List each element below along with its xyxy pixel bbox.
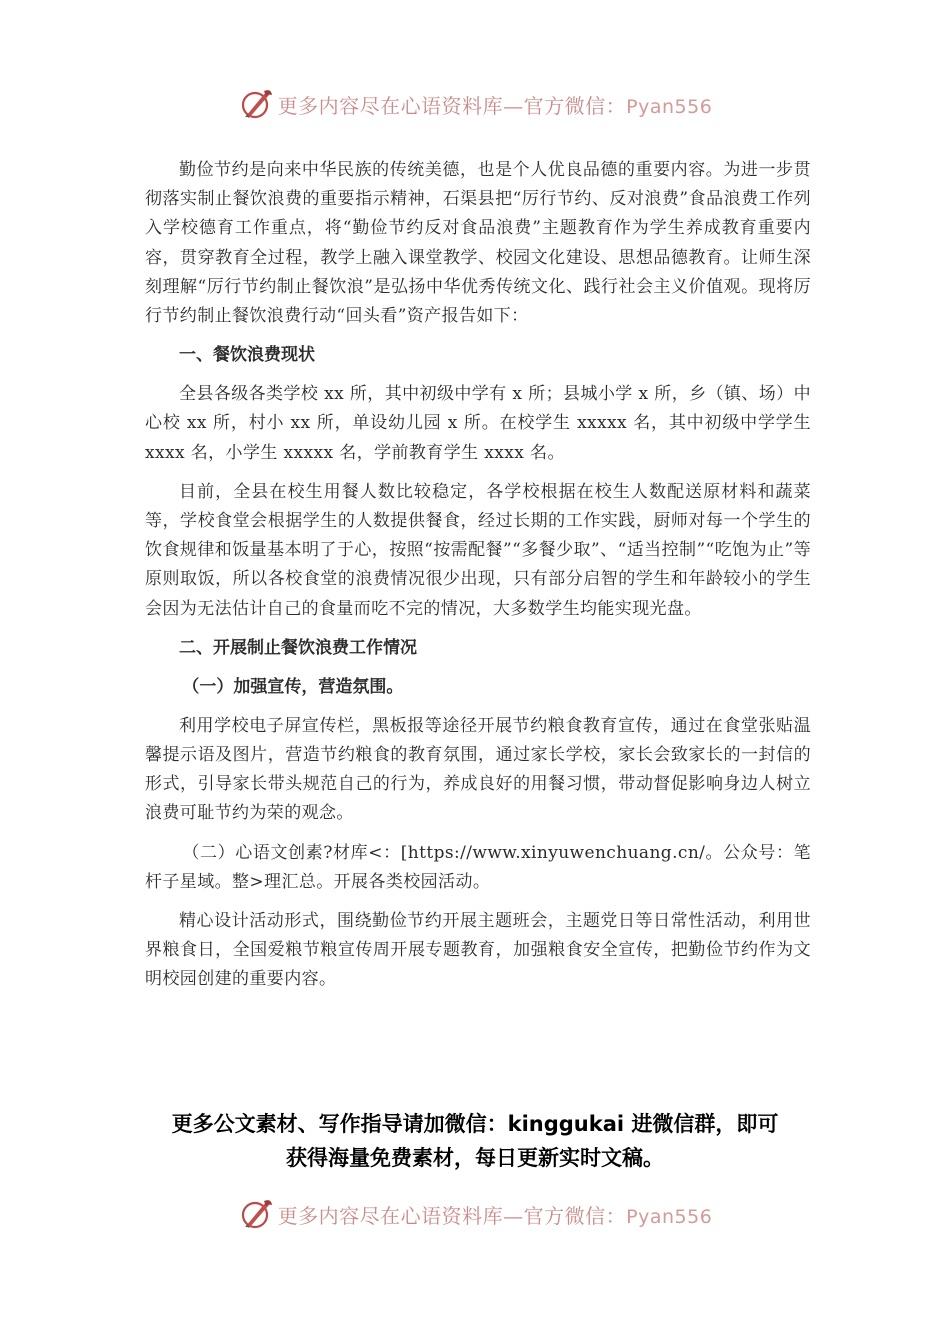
promo-note-line-2: 获得海量免费素材，每日更新实时文稿。	[286, 1146, 664, 1170]
footer-banner	[0, 1192, 950, 1236]
subsection-2-paragraph: 精心设计活动形式，围绕勤俭节约开展主题班会，主题党日等日常性活动，利用世界粮食日，全国爱粮节粮宣传周开展专题教育，加强粮食安全宣传，把勤俭节约作为文明校园创建的重要内容。	[145, 911, 811, 990]
section-2-heading: 二、开展制止餐饮浪费工作情况	[179, 637, 417, 658]
intro-paragraph: 勤俭节约是向来中华民族的传统美德，也是个人优良品德的重要内容。为进一步贯彻落实制止餐饮浪费的重要指示精神，石渠县把“厉行节约、反对浪费”食品浪费工作列入学校德育工作重点，将“勤俭节约反对食品浪费”主题教育作为学生养成教育重要内容，贯穿教育全过程，教学上融入课堂教学、校园文化建设、思想品德教育。让师生深刻理解“厉行节约制止餐饮浪”是弘扬中华优秀传统文化、践行社会主义价值观。现将厉行节约制止餐饮浪费行动“回头看”资产报告如下：	[145, 160, 811, 327]
subsection-1-heading: （一）加强宣传，营造氛围。	[182, 676, 404, 697]
promo-note-line-1: 更多公文素材、写作指导请加微信：kinggukai 进微信群，即可	[171, 1112, 779, 1136]
banner-text: 更多内容尽在心语资料库—官方微信：Pyan556	[277, 93, 713, 118]
section-1-paragraph-1: 全县各级各类学校 xx 所，其中初级中学有 x 所；县城小学 x 所，乡（镇、场）中心校 xx 所，村小 xx 所，单设幼儿园 x 所。在校学生 xxxxx 名，其中初级中学学生 xxxx 名，小学生 xxxxx 名，学前教育学生 xxxx 名。	[145, 384, 811, 463]
subsection-2-heading: （二）心语文创素?材库<：[https://www.xinyuwenchuang.cn/。公众号：笔杆子星域。整>理汇总。开展各类校园活动。	[145, 842, 811, 892]
banner-wechat-id: Pyan556	[626, 95, 713, 118]
section-1-heading: 一、餐饮浪费现状	[179, 345, 315, 366]
quill-pen-logo-icon	[238, 86, 274, 122]
banner-text: 更多内容尽在心语资料库—官方微信：Pyan556	[277, 1203, 713, 1228]
section-1-paragraph-2: 目前，全县在校生用餐人数比较稳定，各学校根据在校生人数配送原材料和蔬菜等，学校食堂会根据学生的人数提供餐食，经过长期的工作实践，厨师对每一个学生的饮食规律和饭量基本明了于心，按照“按需配餐”“多餐少取”、“适当控制”“吃饱为止”等原则取饭，所以各校食堂的浪费情况很少出现，只有部分启智的学生和年龄较小的学生会因为无法估计自己的食量而吃不完的情况，大多数学生均能实现光盘。	[145, 481, 811, 619]
banner-wechat-id: Pyan556	[626, 1205, 713, 1228]
promo-note	[0, 1107, 950, 1175]
document-body	[145, 156, 811, 1005]
subsection-1-paragraph: 利用学校电子屏宣传栏，黑板报等途径开展节约粮食教育宣传，通过在食堂张贴温馨提示语及图片，营造节约粮食的教育氛围，通过家长学校，家长会致家长的一封信的形式，引导家长带头规范自己的行为，养成良好的用餐习惯，带动督促影响身边人树立浪费可耻节约为荣的观念。	[145, 715, 811, 824]
quill-pen-logo-icon	[238, 1196, 274, 1232]
header-banner	[0, 82, 950, 126]
